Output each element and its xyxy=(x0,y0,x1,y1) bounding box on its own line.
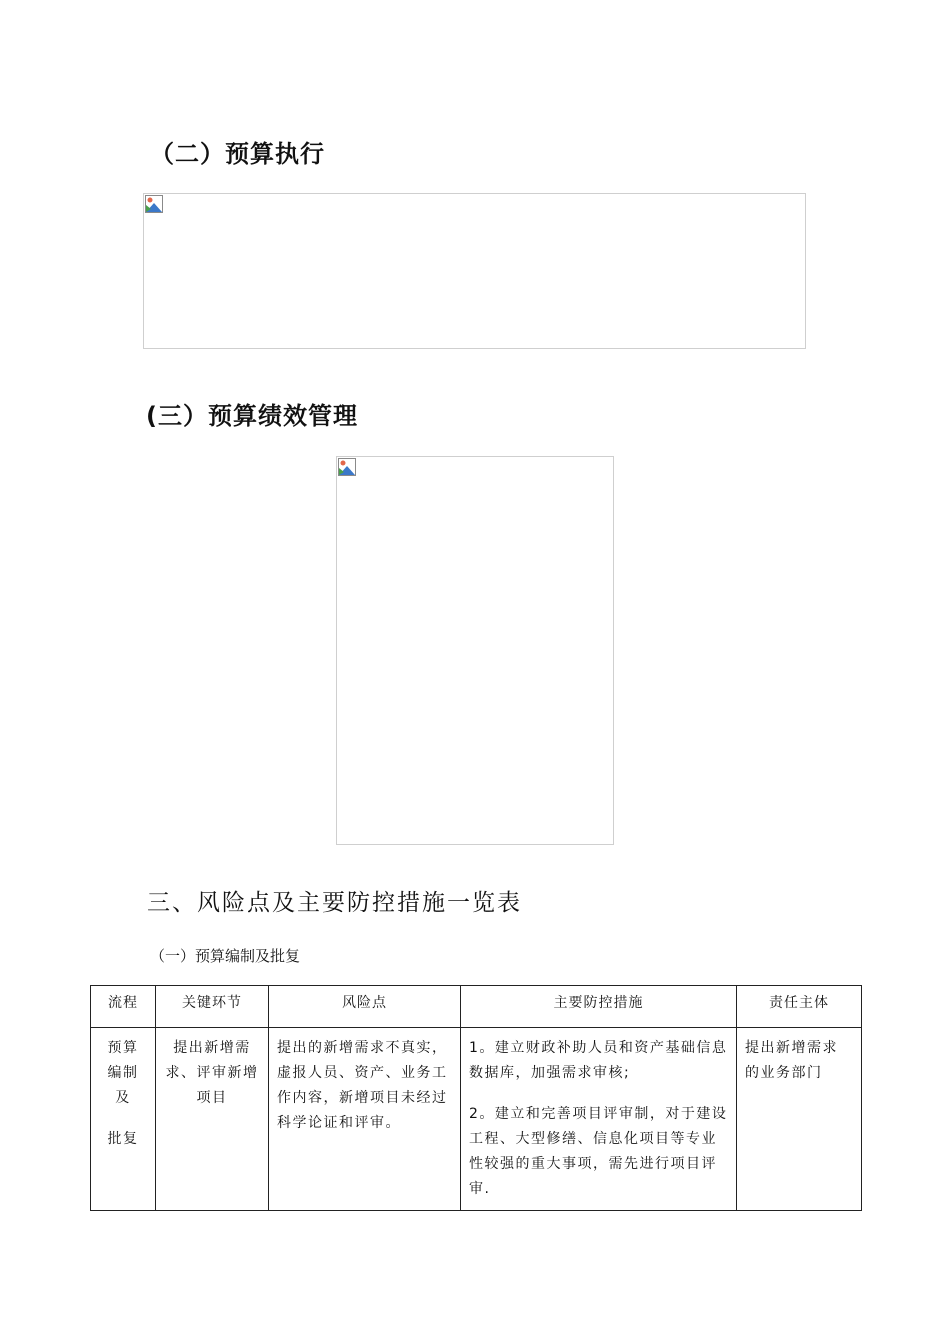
section-title-risk-table: 三、风险点及主要防控措施一览表 xyxy=(147,890,522,916)
risk-control-table xyxy=(90,985,862,1211)
image-placeholder-performance xyxy=(336,456,614,845)
header-measures: 主要防控措施 xyxy=(461,986,737,1028)
section-title-performance: (三）预算绩效管理 xyxy=(146,402,358,430)
table-header-row xyxy=(91,986,862,1028)
subsection-title-compile: （一）预算编制及批复 xyxy=(150,947,301,965)
cell-process-line-3: 及 xyxy=(115,1090,131,1106)
measure-item-1: 1。建立财政补助人员和资产基础信息数据库，加强需求审核; xyxy=(469,1040,728,1081)
cell-key-step: 提出新增需求、评审新增项目 xyxy=(156,1028,269,1211)
section-title-budget-execution: （二）预算执行 xyxy=(150,140,325,168)
header-process: 流程 xyxy=(91,986,156,1028)
cell-process-line-2: 编制 xyxy=(107,1065,139,1081)
broken-image-icon xyxy=(338,458,356,476)
header-risk: 风险点 xyxy=(269,986,461,1028)
cell-process-line-1: 预算 xyxy=(107,1040,139,1056)
broken-image-icon xyxy=(145,195,163,213)
cell-process-line-4: 批复 xyxy=(107,1131,139,1147)
header-key-step: 关键环节 xyxy=(156,986,269,1028)
image-placeholder-execution xyxy=(143,193,806,349)
cell-risk: 提出的新增需求不真实，虚报人员、资产、业务工作内容，新增项目未经过科学论证和评审。 xyxy=(269,1028,461,1211)
cell-measures xyxy=(461,1028,737,1211)
measure-item-2: 2。建立和完善项目评审制，对于建设工程、大型修缮、信息化项目等专业性较强的重大事项，需先进行项目评审. xyxy=(469,1106,728,1197)
cell-process xyxy=(91,1028,156,1211)
cell-owner: 提出新增需求的业务部门 xyxy=(737,1028,862,1211)
table-row xyxy=(91,1028,862,1211)
header-owner: 责任主体 xyxy=(737,986,862,1028)
